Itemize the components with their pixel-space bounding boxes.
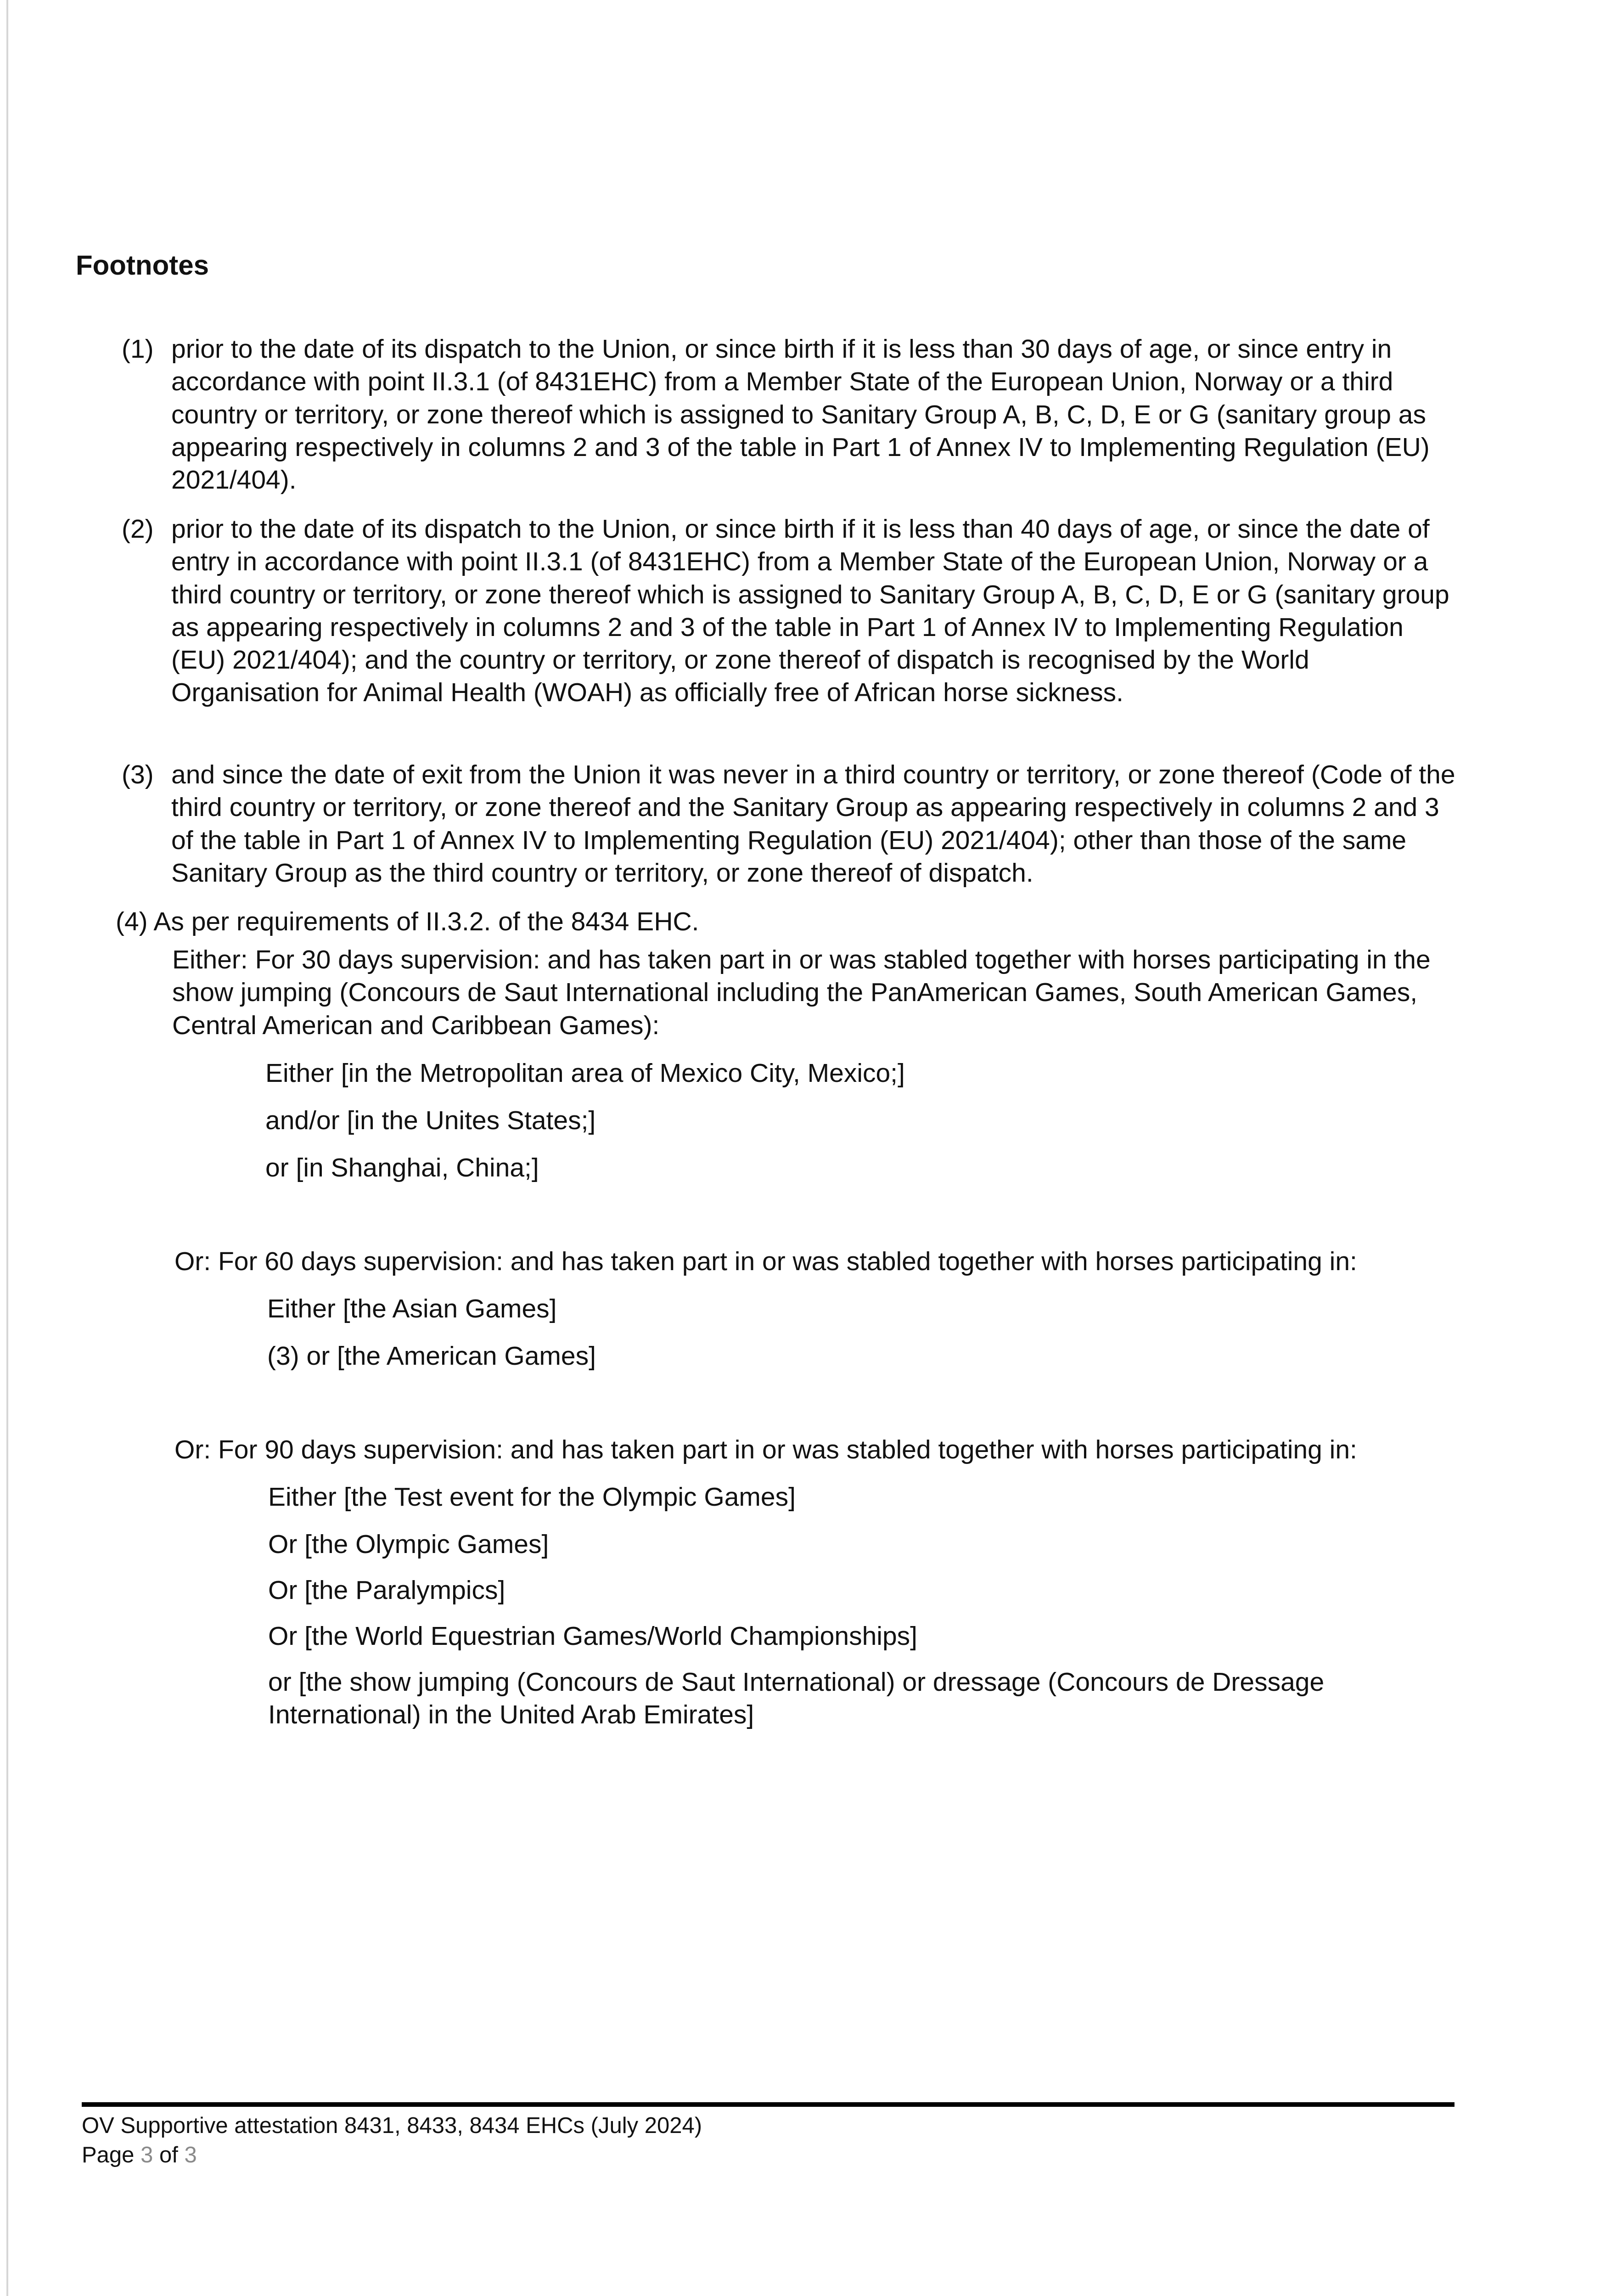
footnote-1 <box>122 333 1462 496</box>
or-90-days: Or: For 90 days supervision: and has taken part in or was stabled together with horses participating in: <box>174 1435 1357 1464</box>
option-30-2: and/or [in the Unites States;] <box>265 1106 596 1135</box>
footer-rule <box>82 2102 1455 2107</box>
option-60-1: Either [the Asian Games] <box>267 1294 557 1323</box>
option-90-3: Or [the Paralympics] <box>268 1576 505 1605</box>
footnote-2 <box>122 513 1462 709</box>
footnote-text: prior to the date of its dispatch to the Union, or since birth if it is less than 40 days of age, or since the date of entry in accordance with point II.3.1 (of 8431EHC) from a Member State of the European Union, Norway or a third country or territory, or zone thereof which is assigned to Sanitary Group A, B, C, D, E or G (sanitary group as appearing respectively in columns 2 and 3 of the table in Part 1 of Annex IV to Implementing Regulation (EU) 2021/404); and the country or territory, or zone thereof of dispatch is recognised by the World Organisation for Animal Health (WOAH) as officially free of African horse sickness. <box>171 514 1449 708</box>
page-total: 3 <box>184 2142 197 2167</box>
footnote-text: and since the date of exit from the Union it was never in a third country or territory, or zone thereof (Code of the third country or territory, or zone thereof and the Sanitary Group as appearing respectively in columns 2 and 3 of the table in Part 1 of Annex IV to Implementing Regulation (EU) 2021/404); other than those of the same Sanitary Group as the third country or territory, or zone thereof of dispatch. <box>171 760 1455 888</box>
page-current: 3 <box>140 2142 153 2167</box>
page-number <box>82 2141 702 2170</box>
page-label: Page <box>82 2142 135 2167</box>
option-60-2: (3) or [the American Games] <box>267 1341 596 1371</box>
page-of: of <box>159 2142 178 2167</box>
footnote-3 <box>122 759 1462 889</box>
page-footer <box>82 2111 702 2170</box>
option-90-4: Or [the World Equestrian Games/World Championships] <box>268 1621 917 1651</box>
option-90-2: Or [the Olympic Games] <box>268 1530 549 1559</box>
footnote-text: prior to the date of its dispatch to the Union, or since birth if it is less than 30 days of age, or since entry in accordance with point II.3.1 (of 8431EHC) from a Member State of the European Union, Norway or a third country or territory, or zone thereof which is assigned to Sanitary Group A, B, C, D, E or G (sanitary group as appearing respectively in columns 2 and 3 of the table in Part 1 of Annex IV to Implementing Regulation (EU) 2021/404). <box>171 334 1430 495</box>
option-90-5: or [the show jumping (Concours de Saut International) or dressage (Concours de Dressage International) in the United Arab Emirates] <box>268 1667 1325 1730</box>
footnote-number: (1) <box>122 334 154 364</box>
footnotes-heading: Footnotes <box>76 250 209 281</box>
either-30-days: Either: For 30 days supervision: and has taken part in or was stabled together with horses participating in the show jumping (Concours de Saut International including the PanAmerican Games, South American Games, Central American and Caribbean Games): <box>172 945 1431 1040</box>
footnote-4-intro: (4) As per requirements of II.3.2. of the 8434 EHC. <box>116 907 699 936</box>
or-60-days: Or: For 60 days supervision: and has taken part in or was stabled together with horses participating in: <box>174 1247 1357 1276</box>
option-30-1: Either [in the Metropolitan area of Mexico City, Mexico;] <box>265 1058 905 1088</box>
footnote-number: (2) <box>122 514 154 544</box>
footnote-number: (3) <box>122 760 154 789</box>
option-90-1: Either [the Test event for the Olympic Games] <box>268 1482 796 1512</box>
option-30-3: or [in Shanghai, China;] <box>265 1153 539 1182</box>
page-edge-line <box>6 0 8 2296</box>
footer-title: OV Supportive attestation 8431, 8433, 8434 EHCs (July 2024) <box>82 2113 702 2138</box>
